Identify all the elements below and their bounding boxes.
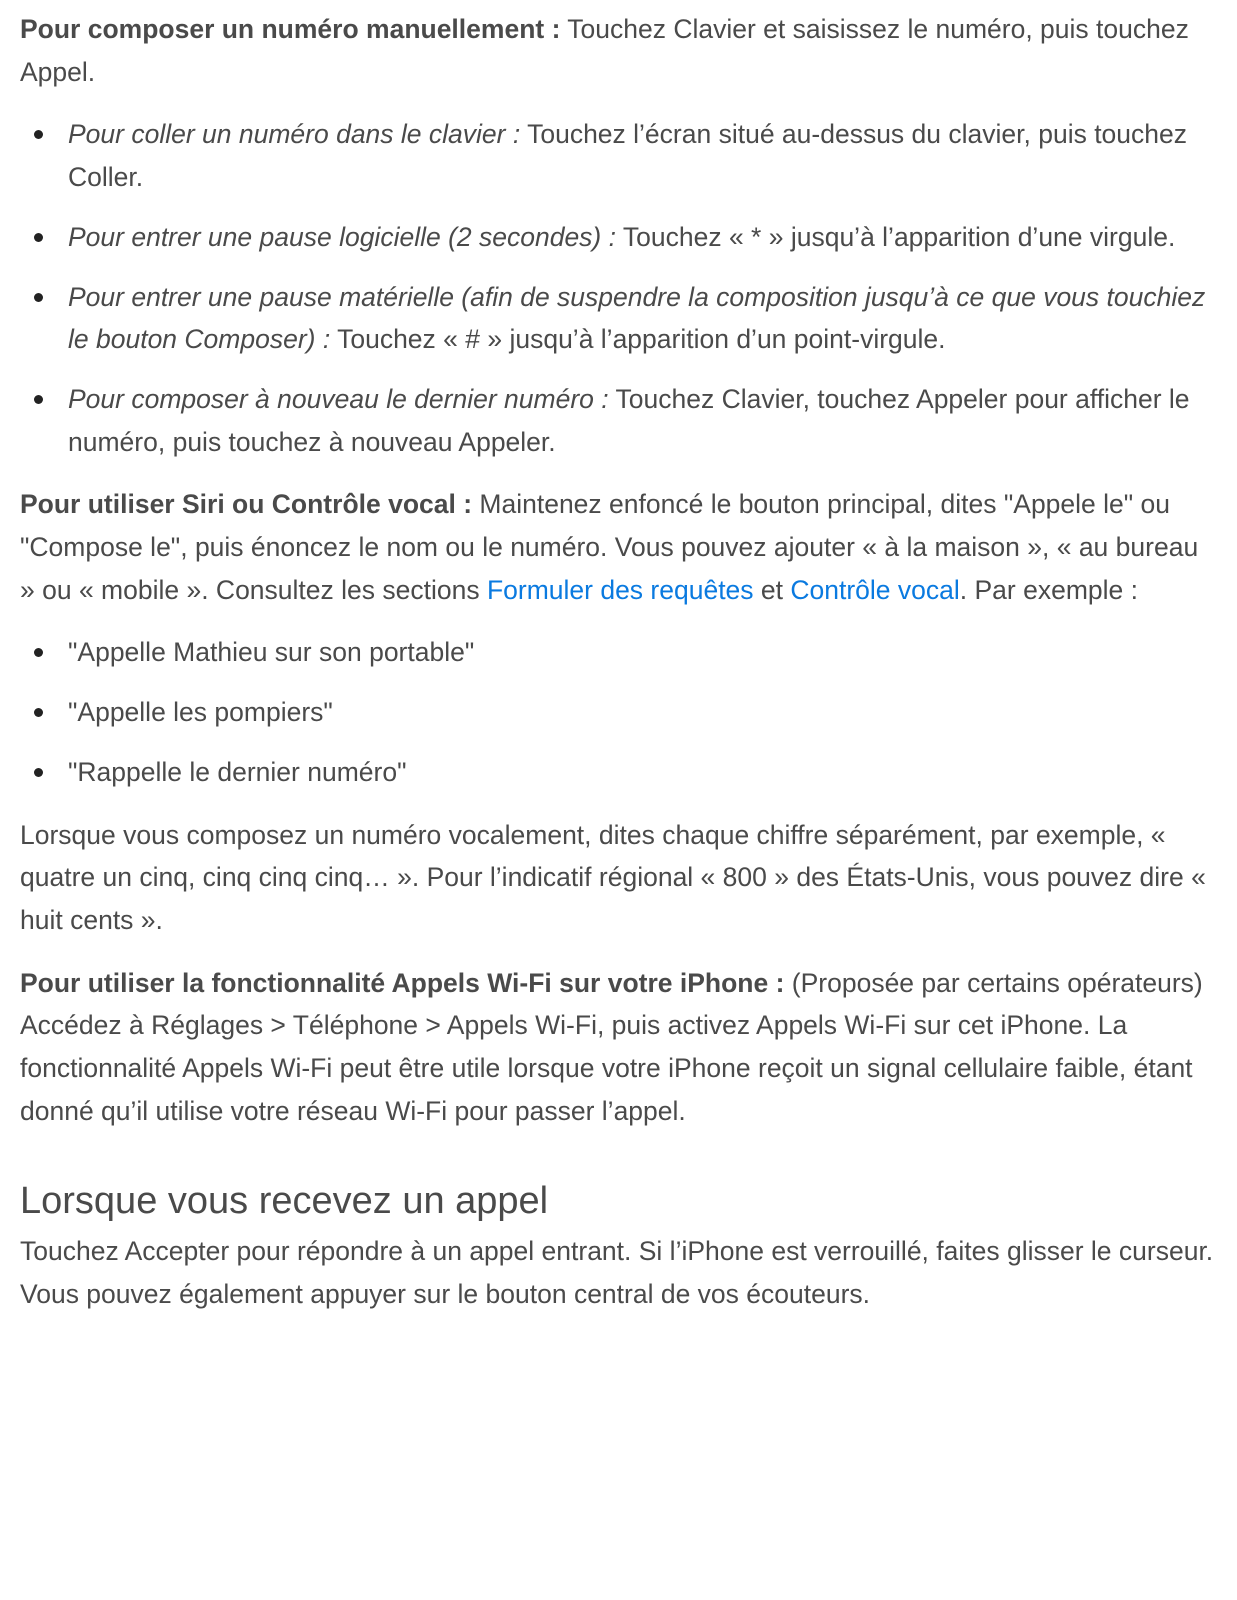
list-item	[20, 751, 1217, 794]
list-item-text: "Rappelle le dernier numéro"	[68, 756, 407, 787]
link-controle-vocal[interactable]: Contrôle vocal	[790, 574, 960, 605]
paragraph-text: Touchez Clavier et saisissez le numéro, puis touchez Appel.	[20, 14, 1189, 87]
bullet-icon	[34, 768, 43, 777]
list-item	[20, 276, 1217, 361]
list-item	[20, 631, 1217, 674]
bullet-icon	[34, 395, 43, 404]
list-item-text: Touchez Clavier, touchez Appeler pour afficher le numéro, puis touchez à nouveau Appeler.	[68, 383, 1190, 457]
bullet-icon	[34, 708, 43, 717]
list-item	[20, 216, 1217, 259]
list-item-lead: Pour coller un numéro dans le clavier :	[68, 119, 521, 150]
paragraph-voice-digits: Lorsque vous composez un numéro vocalement, dites chaque chiffre séparément, par exemple, « quatre un cinq, cinq cinq cinq… ». Pour l’indicatif régional « 800 » des États-Unis, vous pouvez dire « huit cents ».	[20, 819, 1206, 935]
list-item-lead: Pour entrer une pause logicielle (2 secondes) :	[68, 221, 616, 252]
list-item-text: Touchez « * » jusqu’à l’apparition d’une virgule.	[616, 221, 1176, 252]
list-item	[20, 691, 1217, 734]
paragraph-manual-dial	[20, 8, 1217, 93]
paragraph-text: Maintenez enfoncé le bouton principal, dites "Appele le" ou "Compose le", puis énoncez le nom ou le numéro. Vous pouvez ajouter « à la maison », « au bureau » ou « mobile ». Consultez les sections	[20, 489, 1199, 605]
bullet-icon	[34, 233, 43, 242]
paragraph-siri	[20, 483, 1217, 611]
voice-examples-list	[20, 631, 1217, 793]
dialing-tips-list	[20, 113, 1217, 463]
paragraph-text: et	[753, 574, 791, 605]
paragraph-lead: Pour utiliser Siri ou Contrôle vocal :	[20, 489, 473, 520]
list-item	[20, 113, 1217, 198]
paragraph-text: . Par exemple :	[959, 574, 1138, 605]
paragraph-wifi-calling	[20, 962, 1217, 1133]
paragraph-text: (Proposée par certains opérateurs) Accédez à Réglages > Téléphone > Appels Wi-Fi, puis activez Appels Wi-Fi sur cet iPhone. La fonctionnalité Appels Wi-Fi peut être utile lorsque votre iPhone reçoit un signal cellulaire faible, étant donné qu’il utilise votre réseau Wi-Fi pour passer l’appel.	[20, 967, 1203, 1126]
list-item-text: Touchez l’écran situé au-dessus du clavier, puis touchez Coller.	[68, 119, 1188, 193]
list-item-text: "Appelle les pompiers"	[68, 697, 333, 728]
list-item-lead: Pour composer à nouveau le dernier numéro :	[68, 383, 609, 414]
bullet-icon	[34, 130, 43, 139]
list-item-text: Touchez « # » jusqu’à l’apparition d’un point-virgule.	[330, 324, 946, 355]
link-formuler-requetes[interactable]: Formuler des requêtes	[486, 574, 754, 605]
bullet-icon	[34, 293, 43, 302]
spacer	[20, 1152, 1217, 1178]
list-item-text: "Appelle Mathieu sur son portable"	[68, 637, 475, 668]
list-item	[20, 378, 1217, 463]
paragraph-lead: Pour composer un numéro manuellement :	[20, 14, 561, 44]
paragraph-receive-call: Touchez Accepter pour répondre à un appel entrant. Si l’iPhone est verrouillé, faites glisser le curseur. Vous pouvez également appuyer sur le bouton central de vos écouteurs.	[20, 1236, 1214, 1310]
paragraph-lead: Pour utiliser la fonctionnalité Appels Wi-Fi sur votre iPhone :	[20, 967, 785, 998]
list-item-lead: Pour entrer une pause matérielle (afin de suspendre la composition jusqu’à ce que vous touchiez le bouton Composer) :	[68, 281, 1206, 355]
bullet-icon	[34, 648, 43, 657]
section-heading: Lorsque vous recevez un appel	[20, 1180, 549, 1223]
